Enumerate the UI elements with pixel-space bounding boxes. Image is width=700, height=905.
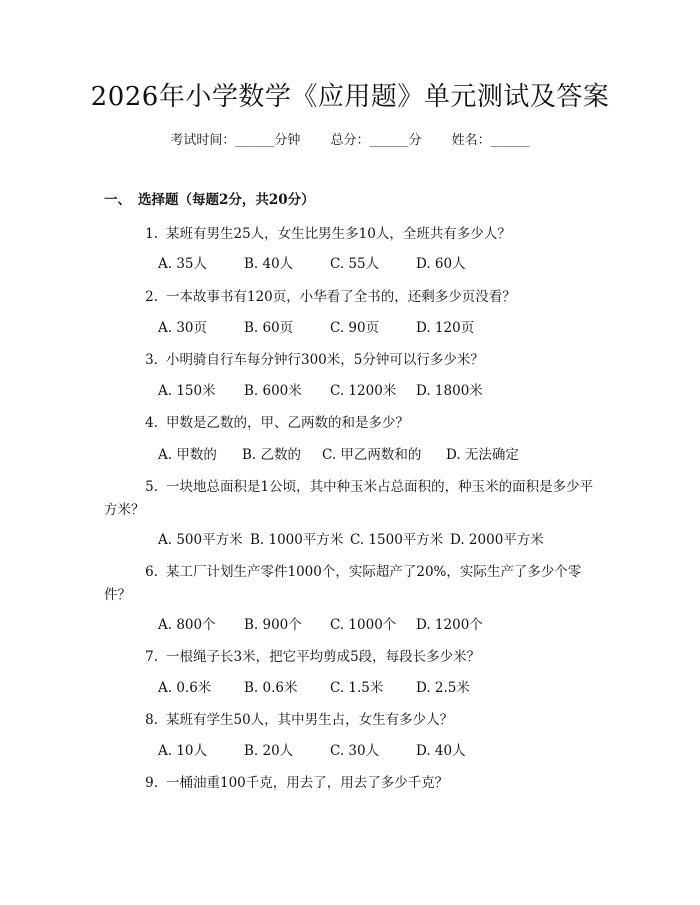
- question-1-options: [158, 254, 466, 274]
- option-b: B. 900个: [244, 617, 302, 633]
- option-a: A. 35人: [158, 256, 208, 272]
- question-text: 一块地总面积是1公顷，其中种玉米占总面积的，种玉米的面积是多少平方米？: [104, 479, 594, 518]
- option-d: D. 无法确定: [446, 447, 519, 463]
- question-6: [104, 561, 604, 607]
- option-c: C. 甲乙两数和的: [322, 447, 422, 463]
- question-5-options: [158, 530, 544, 550]
- question-1: [104, 223, 604, 246]
- option-d: D. 1200个: [416, 617, 483, 633]
- exam-meta: [0, 131, 700, 151]
- question-number: 7.: [145, 649, 158, 665]
- question-3: [104, 349, 604, 372]
- question-5: [104, 476, 604, 522]
- option-c: C. 1.5米: [330, 680, 384, 696]
- option-a: A. 150米: [158, 383, 216, 399]
- question-text: 一桶油重100千克，用去了，用去了多少千克？: [166, 775, 449, 791]
- question-text: 一本故事书有120页，小华看了全书的，还剩多少页没看？: [166, 289, 516, 305]
- option-b: B. 20人: [244, 743, 294, 759]
- question-8: [104, 709, 604, 732]
- question-7-options: [158, 678, 470, 698]
- option-c: C. 30人: [330, 743, 380, 759]
- page-title: 2026年小学数学《应用题》单元测试及答案: [90, 82, 610, 112]
- option-b: B. 1000平方米: [250, 532, 344, 548]
- option-c: C. 55人: [330, 256, 380, 272]
- option-c: C. 90页: [330, 320, 380, 336]
- option-b: B. 乙数的: [242, 447, 302, 463]
- option-a: A. 甲数的: [158, 447, 217, 463]
- question-6-options: [158, 615, 483, 635]
- question-number: 3.: [145, 352, 158, 368]
- option-a: A. 10人: [158, 743, 208, 759]
- section-number: 一、: [104, 192, 131, 208]
- question-text: 甲数是乙数的，甲、乙两数的和是多少？: [166, 415, 409, 431]
- question-number: 9.: [145, 775, 158, 791]
- question-number: 2.: [145, 289, 158, 305]
- question-number: 8.: [145, 712, 158, 728]
- question-8-options: [158, 741, 466, 761]
- question-9: [104, 772, 604, 795]
- option-b: B. 60页: [244, 320, 294, 336]
- question-number: 1.: [145, 226, 158, 242]
- option-c: C. 1000个: [330, 617, 397, 633]
- question-text: 一根绳子长3米，把它平均剪成5段，每段长多少米？: [166, 649, 481, 665]
- question-7: [104, 646, 604, 669]
- option-d: D. 1800米: [416, 383, 483, 399]
- option-a: A. 30页: [158, 320, 208, 336]
- option-b: B. 40人: [244, 256, 294, 272]
- question-number: 4.: [145, 415, 158, 431]
- option-a: A. 500平方米: [158, 532, 243, 548]
- question-4-options: [158, 445, 519, 465]
- option-d: D. 60人: [416, 256, 466, 272]
- option-c: C. 1200米: [330, 383, 397, 399]
- option-c: C. 1500平方米: [350, 532, 444, 548]
- question-text: 某班有学生50人，其中男生占，女生有多少人？: [166, 712, 454, 728]
- question-4: [104, 412, 604, 435]
- question-text: 某班有男生25人，女生比男生多10人，全班共有多少人？: [166, 226, 511, 242]
- option-d: D. 2.5米: [416, 680, 470, 696]
- question-2: [104, 286, 604, 309]
- section-heading: [104, 190, 315, 210]
- option-b: B. 0.6米: [244, 680, 298, 696]
- option-a: A. 800个: [158, 617, 216, 633]
- option-d: D. 40人: [416, 743, 466, 759]
- exam-total-score: 总分：______分: [330, 133, 422, 148]
- question-2-options: [158, 318, 474, 338]
- student-name: 姓名：______: [451, 133, 530, 148]
- question-number: 5.: [145, 479, 158, 495]
- option-a: A. 0.6米: [158, 680, 212, 696]
- question-3-options: [158, 381, 483, 401]
- option-b: B. 600米: [244, 383, 302, 399]
- section-title: 选择题（每题2分，共20分）: [138, 192, 315, 208]
- option-d: D. 2000平方米: [450, 532, 544, 548]
- question-text: 小明骑自行车每分钟行300米，5分钟可以行多少米？: [166, 352, 484, 368]
- option-d: D. 120页: [416, 320, 475, 336]
- question-number: 6.: [145, 564, 158, 580]
- exam-time: 考试时间：______分钟: [170, 133, 301, 148]
- question-text: 某工厂计划生产零件1000个，实际超产了20%，实际生产了多少个零件？: [104, 564, 582, 603]
